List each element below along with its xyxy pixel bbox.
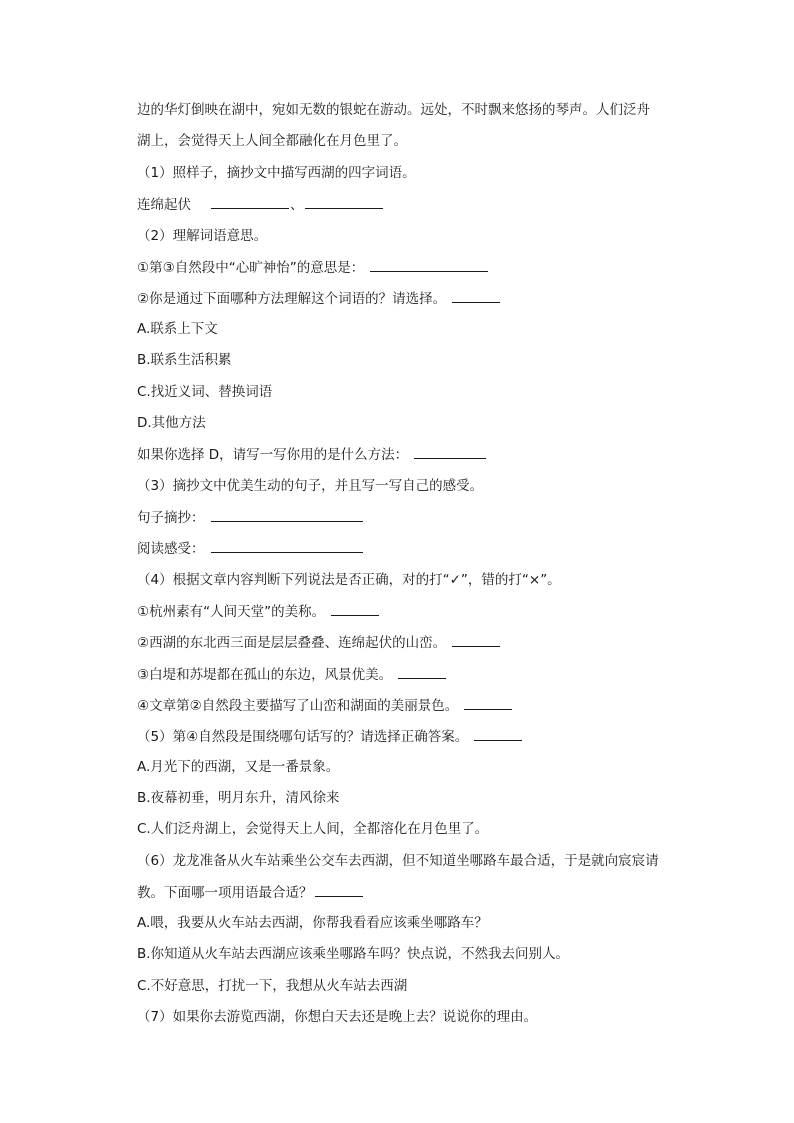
q4-item-2: ②西湖的东北西三面是层层叠叠、连绵起伏的山峦。 <box>137 635 447 651</box>
q3-sentence-blank[interactable] <box>211 507 363 522</box>
q3-prompt: （3）摘抄文中优美生动的句子，并且写一写自己的感受。 <box>137 478 484 494</box>
q5-prompt-row <box>137 726 522 747</box>
q7-prompt: （7）如果你去游览西湖，你想白天去还是晚上去？说说你的理由。 <box>137 1009 538 1025</box>
q1-separator: 、 <box>290 197 304 213</box>
q3-feeling-blank[interactable] <box>211 538 363 553</box>
q5-option-a: A.月光下的西湖，又是一番景象。 <box>137 759 340 775</box>
q6-option-c: C.不好意思，打扰一下，我想从火车站去西湖 <box>137 978 408 994</box>
q2-sub1: ①第③自然段中“心旷神怡”的意思是： <box>137 260 365 276</box>
q6-prompt-line-2-row <box>137 882 363 903</box>
q3-sentence-row <box>137 507 363 528</box>
q4-item-2-row <box>137 632 500 653</box>
q2-option-d: D.其他方法 <box>137 415 206 431</box>
q6-prompt-line-2: 教。下面哪一项用语最合适？ <box>137 885 313 901</box>
q3-feeling-label: 阅读感受： <box>137 541 205 557</box>
q2-sub2-blank[interactable] <box>452 288 500 303</box>
q1-answer-row <box>137 194 383 215</box>
q4-prompt: （4）根据文章内容判断下列说法是否正确，对的打“✓”，错的打“×”。 <box>137 572 561 588</box>
q5-option-b: B.夜幕初垂，明月东升，清风徐来 <box>137 790 340 806</box>
q3-feeling-row <box>137 538 363 559</box>
q6-blank[interactable] <box>315 882 363 897</box>
q2-option-b: B.联系生活积累 <box>137 352 232 368</box>
q3-sentence-label: 句子摘抄： <box>137 510 205 526</box>
q6-option-a: A.喂，我要从火车站去西湖，你帮我看看应该乘坐哪路车？ <box>137 915 488 931</box>
passage-line-1: 边的华灯倒映在湖中，宛如无数的银蛇在游动。远处，不时飘来悠扬的琴声。人们泛舟 <box>137 102 650 118</box>
q1-blank-1[interactable] <box>211 194 289 209</box>
q4-item-3: ③白堤和苏堤都在孤山的东边，风景优美。 <box>137 667 393 683</box>
q6-prompt-line-1: （6）龙龙准备从火车站乘坐公交车去西湖，但不知道坐哪路车最合适，于是就向宸宸请 <box>137 853 659 869</box>
q1-prompt: （1）照样子，摘抄文中描写西湖的四字词语。 <box>137 165 416 181</box>
q4-item-1-row <box>137 601 379 622</box>
q4-item-4: ④文章第②自然段主要描写了山峦和湖面的美丽景色。 <box>137 698 459 714</box>
q2-followup-row <box>137 444 486 465</box>
q4-item-4-row <box>137 695 512 716</box>
passage-line-2: 湖上，会觉得天上人间全都融化在月色里了。 <box>137 133 407 149</box>
q5-option-c: C.人们泛舟湖上，会觉得天上人间，全都溶化在月色里了。 <box>137 821 489 837</box>
q4-item-3-row <box>137 664 446 685</box>
q2-followup: 如果你选择 D，请写一写你用的是什么方法： <box>137 447 409 463</box>
q2-prompt: （2）理解词语意思。 <box>137 228 268 244</box>
q2-sub2-row <box>137 288 500 309</box>
q4-item-2-blank[interactable] <box>452 632 500 647</box>
q2-option-c: C.找近义词、替换词语 <box>137 384 273 400</box>
q2-sub1-row <box>137 257 488 278</box>
q2-sub2: ②你是通过下面哪种方法理解这个词语的？请选择。 <box>137 291 447 307</box>
q2-followup-blank[interactable] <box>414 444 486 459</box>
q4-item-1-blank[interactable] <box>331 601 379 616</box>
q5-blank[interactable] <box>474 726 522 741</box>
q4-item-4-blank[interactable] <box>464 695 512 710</box>
q6-option-b: B.你知道从火车站去西湖应该乘坐哪路车吗？快点说，不然我去问别人。 <box>137 946 570 962</box>
q1-blank-2[interactable] <box>305 194 383 209</box>
q4-item-3-blank[interactable] <box>398 664 446 679</box>
q1-example: 连绵起伏 <box>137 197 191 213</box>
q5-prompt: （5）第④自然段是围绕哪句话写的？请选择正确答案。 <box>137 729 469 745</box>
q2-sub1-blank[interactable] <box>370 257 488 272</box>
q2-option-a: A.联系上下文 <box>137 321 218 337</box>
q4-item-1: ①杭州素有“人间天堂”的美称。 <box>137 604 326 620</box>
